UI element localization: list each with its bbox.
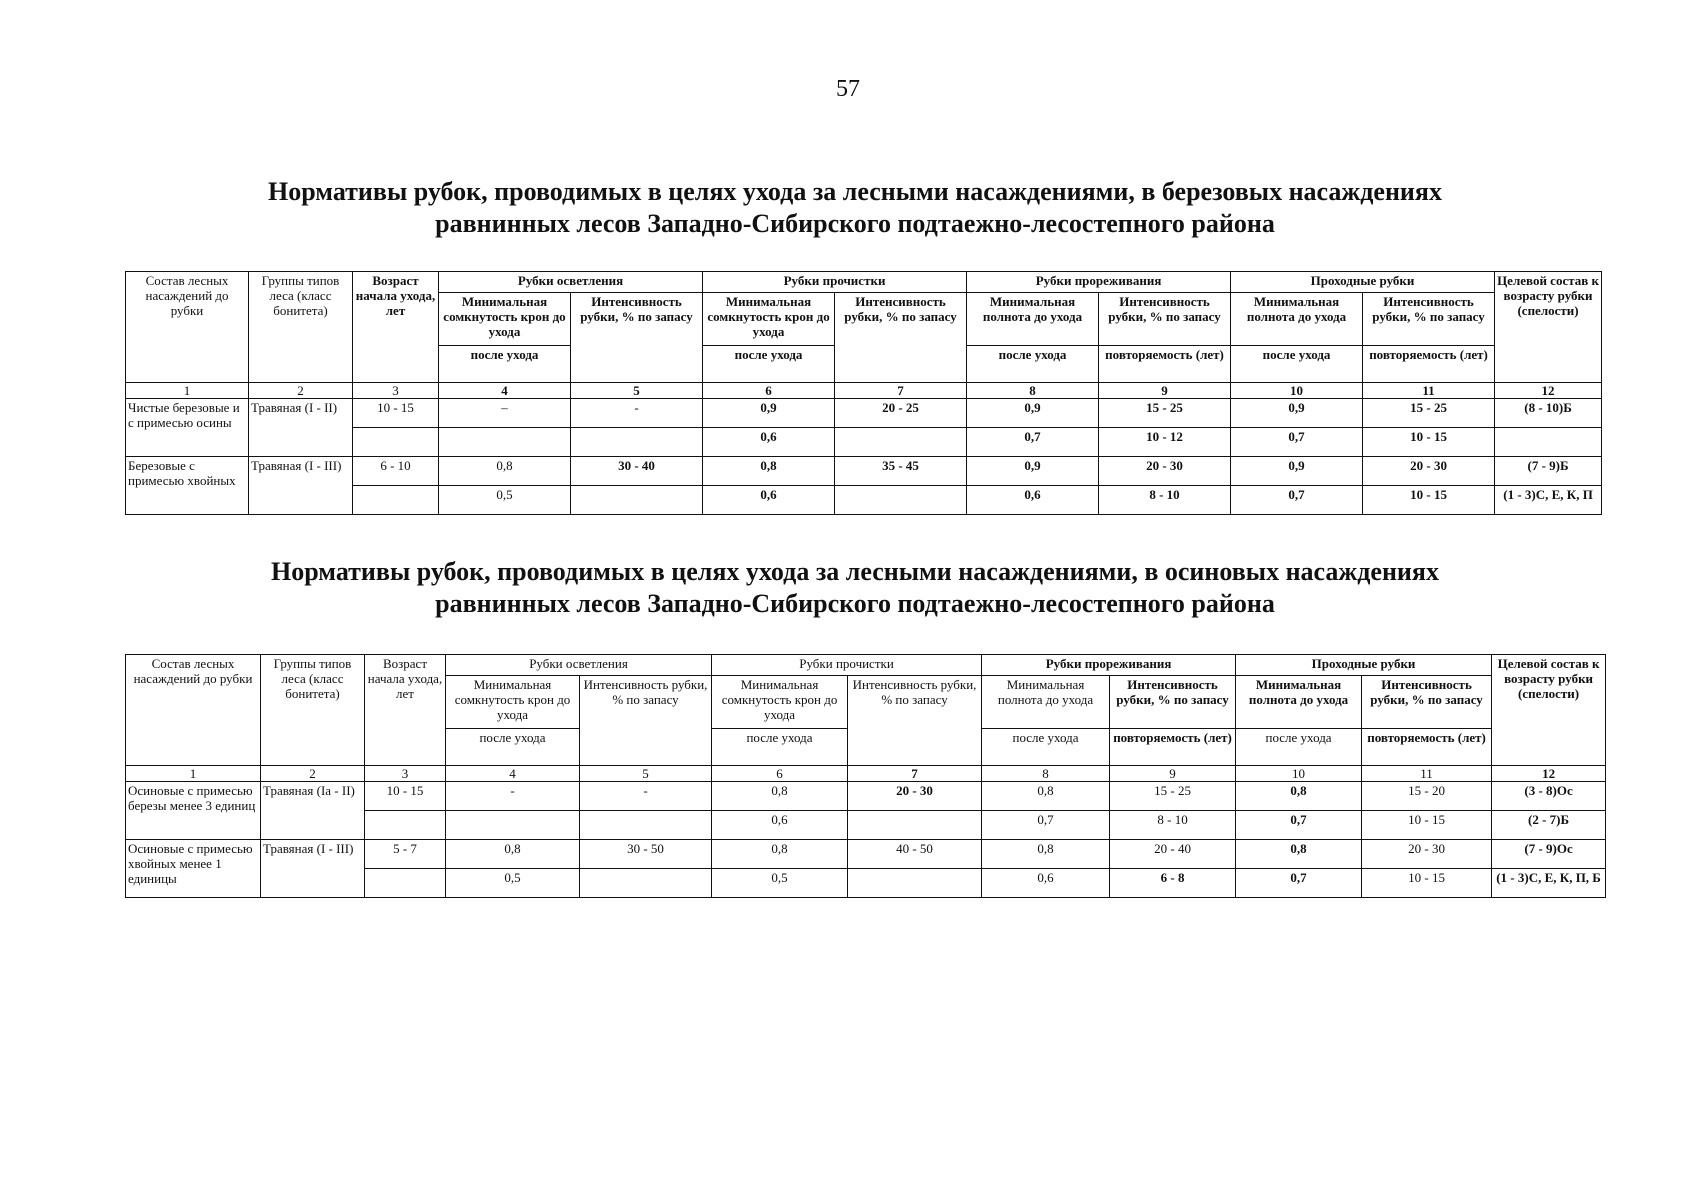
composition-cell: Чистые березовые и с примесью осины xyxy=(126,399,249,457)
column-number: 6 xyxy=(703,383,835,399)
value-cell: 10 - 15 xyxy=(1363,428,1495,457)
table-row xyxy=(126,457,1602,486)
value-cell: – xyxy=(439,399,571,428)
value-cell xyxy=(571,428,703,457)
age-cell: 6 - 10 xyxy=(353,457,439,486)
age-cell: 10 - 15 xyxy=(353,399,439,428)
header-clarifying: Рубки осветления xyxy=(446,655,712,676)
column-number: 4 xyxy=(439,383,571,399)
header-target: Целевой состав к возрасту рубки (спелости) xyxy=(1495,272,1602,383)
header-passing: Проходные рубки xyxy=(1236,655,1492,676)
value-cell: 20 - 40 xyxy=(1110,840,1236,869)
header-intensity: Интенсивность рубки, % по запасу xyxy=(835,293,967,383)
age-cell xyxy=(353,486,439,515)
header-cleaning: Рубки прочистки xyxy=(703,272,967,293)
header-forest-groups: Группы типов леса (класс бонитета) xyxy=(249,272,353,383)
value-cell: 20 - 30 xyxy=(848,782,982,811)
value-cell: 0,7 xyxy=(982,811,1110,840)
value-cell xyxy=(835,428,967,457)
header-intensity: Интенсивность рубки, % по запасу xyxy=(1099,293,1231,346)
value-cell: 15 - 25 xyxy=(1110,782,1236,811)
column-number: 12 xyxy=(1492,766,1606,782)
value-cell: 0,9 xyxy=(1231,399,1363,428)
header-min-closure: Минимальная сомкнутость крон до ухода xyxy=(446,676,580,729)
value-cell: 20 - 25 xyxy=(835,399,967,428)
table-row xyxy=(126,840,1606,869)
value-cell: 8 - 10 xyxy=(1099,486,1231,515)
value-cell: 0,8 xyxy=(446,840,580,869)
value-cell: 6 - 8 xyxy=(1110,869,1236,898)
column-number: 7 xyxy=(835,383,967,399)
forest-group-cell: Травяная (Ia - II) xyxy=(261,782,365,840)
value-cell: 0,6 xyxy=(712,811,848,840)
value-cell: 0,9 xyxy=(703,399,835,428)
value-cell: 8 - 10 xyxy=(1110,811,1236,840)
header-row xyxy=(126,655,1606,676)
forest-group-cell: Травяная (I - II) xyxy=(249,399,353,457)
value-cell: 20 - 30 xyxy=(1362,840,1492,869)
header-intensity: Интенсивность рубки, % по запасу xyxy=(848,676,982,766)
header-min-density: Минимальная полнота до ухода xyxy=(1231,293,1363,346)
value-cell: 15 - 25 xyxy=(1363,399,1495,428)
value-cell: 0,7 xyxy=(967,428,1099,457)
value-cell xyxy=(580,811,712,840)
value-cell: 0,7 xyxy=(1231,428,1363,457)
header-intensity: Интенсивность рубки, % по запасу xyxy=(1363,293,1495,346)
value-cell: 0,6 xyxy=(982,869,1110,898)
column-number: 8 xyxy=(982,766,1110,782)
column-number-row xyxy=(126,766,1606,782)
value-cell: 0,9 xyxy=(967,399,1099,428)
value-cell: 0,7 xyxy=(1236,811,1362,840)
table-row xyxy=(126,782,1606,811)
value-cell xyxy=(848,869,982,898)
value-cell: 40 - 50 xyxy=(848,840,982,869)
column-number: 1 xyxy=(126,766,261,782)
value-cell: 0,5 xyxy=(712,869,848,898)
value-cell: 10 - 15 xyxy=(1362,811,1492,840)
header-min-density: Минимальная полнота до ухода xyxy=(982,676,1110,729)
header-row xyxy=(126,272,1602,293)
header-after-care: после ухода xyxy=(712,729,848,766)
composition-cell: Березовые с примесью хвойных xyxy=(126,457,249,515)
value-cell: 0,8 xyxy=(712,840,848,869)
age-cell xyxy=(365,869,446,898)
header-repeatability: повторяемость (лет) xyxy=(1363,346,1495,383)
column-number: 10 xyxy=(1236,766,1362,782)
value-cell xyxy=(571,486,703,515)
column-number-row xyxy=(126,383,1602,399)
value-cell: 0,8 xyxy=(1236,782,1362,811)
value-cell xyxy=(835,486,967,515)
value-cell: 0,9 xyxy=(1231,457,1363,486)
value-cell: 0,5 xyxy=(446,869,580,898)
header-cleaning: Рубки прочистки xyxy=(712,655,982,676)
column-number: 6 xyxy=(712,766,848,782)
age-cell xyxy=(353,428,439,457)
column-number: 9 xyxy=(1110,766,1236,782)
column-number: 2 xyxy=(249,383,353,399)
value-cell: - xyxy=(446,782,580,811)
value-cell xyxy=(580,869,712,898)
value-cell: 0,6 xyxy=(967,486,1099,515)
header-after-care: после ухода xyxy=(982,729,1110,766)
column-number: 7 xyxy=(848,766,982,782)
header-repeatability: повторяемость (лет) xyxy=(1362,729,1492,766)
value-cell: 30 - 40 xyxy=(571,457,703,486)
value-cell: 0,5 xyxy=(439,486,571,515)
aspen-norms-table xyxy=(125,654,1606,898)
value-cell: 0,6 xyxy=(703,486,835,515)
header-intensity: Интенсивность рубки, % по запасу xyxy=(580,676,712,766)
value-cell: 10 - 15 xyxy=(1362,869,1492,898)
header-after-care: после ухода xyxy=(967,346,1099,383)
header-clarifying: Рубки осветления xyxy=(439,272,703,293)
value-cell: - xyxy=(571,399,703,428)
target-cell: (2 - 7)Б xyxy=(1492,811,1606,840)
header-min-closure: Минимальная сомкнутость крон до ухода xyxy=(703,293,835,346)
column-number: 1 xyxy=(126,383,249,399)
column-number: 11 xyxy=(1362,766,1492,782)
target-cell: (8 - 10)Б xyxy=(1495,399,1602,428)
target-cell: (3 - 8)Ос xyxy=(1492,782,1606,811)
composition-cell: Осиновые с примесью хвойных менее 1 единицы xyxy=(126,840,261,898)
target-cell: (7 - 9)Б xyxy=(1495,457,1602,486)
target-cell xyxy=(1495,428,1602,457)
header-after-care: после ухода xyxy=(1231,346,1363,383)
value-cell: 35 - 45 xyxy=(835,457,967,486)
value-cell: 30 - 50 xyxy=(580,840,712,869)
value-cell: 0,8 xyxy=(1236,840,1362,869)
header-after-care: после ухода xyxy=(1236,729,1362,766)
value-cell: 0,8 xyxy=(712,782,848,811)
column-number: 4 xyxy=(446,766,580,782)
column-number: 11 xyxy=(1363,383,1495,399)
header-intensity: Интенсивность рубки, % по запасу xyxy=(1110,676,1236,729)
column-number: 5 xyxy=(580,766,712,782)
header-repeatability: повторяемость (лет) xyxy=(1099,346,1231,383)
value-cell: 0,8 xyxy=(439,457,571,486)
value-cell xyxy=(848,811,982,840)
value-cell: 20 - 30 xyxy=(1099,457,1231,486)
header-thinning: Рубки прореживания xyxy=(967,272,1231,293)
header-thinning: Рубки прореживания xyxy=(982,655,1236,676)
column-number: 9 xyxy=(1099,383,1231,399)
header-start-age: Возраст начала ухода, лет xyxy=(365,655,446,766)
header-composition: Состав лесных насаждений до рубки xyxy=(126,655,261,766)
header-after-care: после ухода xyxy=(446,729,580,766)
column-number: 2 xyxy=(261,766,365,782)
header-forest-groups: Группы типов леса (класс бонитета) xyxy=(261,655,365,766)
header-min-closure: Минимальная сомкнутость крон до ухода xyxy=(712,676,848,729)
value-cell: 15 - 25 xyxy=(1099,399,1231,428)
page-number: 57 xyxy=(836,76,860,102)
age-cell: 10 - 15 xyxy=(365,782,446,811)
value-cell: 10 - 15 xyxy=(1363,486,1495,515)
value-cell: 0,8 xyxy=(703,457,835,486)
header-intensity: Интенсивность рубки, % по запасу xyxy=(571,293,703,383)
header-start-age: Возраст начала ухода, лет xyxy=(353,272,439,383)
age-cell xyxy=(365,811,446,840)
value-cell: 20 - 30 xyxy=(1363,457,1495,486)
value-cell: 0,8 xyxy=(982,782,1110,811)
column-number: 8 xyxy=(967,383,1099,399)
forest-group-cell: Травяная (I - III) xyxy=(261,840,365,898)
header-min-density: Минимальная полнота до ухода xyxy=(967,293,1099,346)
birch-norms-table xyxy=(125,271,1602,515)
value-cell xyxy=(446,811,580,840)
column-number: 3 xyxy=(365,766,446,782)
value-cell: - xyxy=(580,782,712,811)
age-cell: 5 - 7 xyxy=(365,840,446,869)
header-min-closure: Минимальная сомкнутость крон до ухода xyxy=(439,293,571,346)
table-title-birch: Нормативы рубок, проводимых в целях ухода за лесными насаждениями, в березовых насаждениях равнинных лесов Западно-Сибирского подтаежно-лесостепного района xyxy=(268,177,1442,238)
composition-cell: Осиновые с примесью березы менее 3 единиц xyxy=(126,782,261,840)
header-composition: Состав лесных насаждений до рубки xyxy=(126,272,249,383)
value-cell xyxy=(439,428,571,457)
value-cell: 10 - 12 xyxy=(1099,428,1231,457)
column-number: 12 xyxy=(1495,383,1602,399)
target-cell: (1 - 3)С, Е, К, П, Б xyxy=(1492,869,1606,898)
value-cell: 0,9 xyxy=(967,457,1099,486)
header-after-care: после ухода xyxy=(703,346,835,383)
header-min-density: Минимальная полнота до ухода xyxy=(1236,676,1362,729)
target-cell: (7 - 9)Ос xyxy=(1492,840,1606,869)
column-number: 3 xyxy=(353,383,439,399)
value-cell: 0,7 xyxy=(1231,486,1363,515)
header-intensity: Интенсивность рубки, % по запасу xyxy=(1362,676,1492,729)
header-target: Целевой состав к возрасту рубки (спелости) xyxy=(1492,655,1606,766)
table-title-aspen: Нормативы рубок, проводимых в целях ухода за лесными насаждениями, в осиновых насаждениях равнинных лесов Западно-Сибирского подтаежно-лесостепного района xyxy=(271,557,1439,618)
value-cell: 0,7 xyxy=(1236,869,1362,898)
header-repeatability: повторяемость (лет) xyxy=(1110,729,1236,766)
header-after-care: после ухода xyxy=(439,346,571,383)
target-cell: (1 - 3)С, Е, К, П xyxy=(1495,486,1602,515)
column-number: 5 xyxy=(571,383,703,399)
value-cell: 0,8 xyxy=(982,840,1110,869)
table-row xyxy=(126,399,1602,428)
header-passing: Проходные рубки xyxy=(1231,272,1495,293)
column-number: 10 xyxy=(1231,383,1363,399)
value-cell: 0,6 xyxy=(703,428,835,457)
value-cell: 15 - 20 xyxy=(1362,782,1492,811)
forest-group-cell: Травяная (I - III) xyxy=(249,457,353,515)
